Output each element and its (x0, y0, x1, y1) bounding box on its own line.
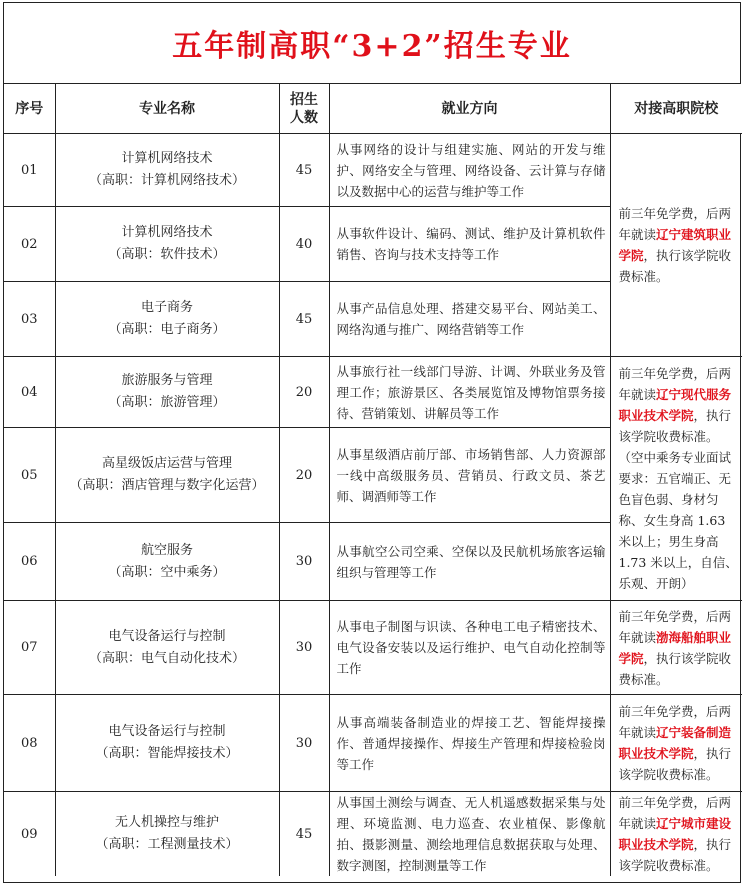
school-post: ，执行该学院收费标准。 (618, 408, 732, 444)
school-pre: 前三年免学费，后两年就读 (618, 704, 732, 740)
table-header-row (4, 84, 742, 134)
major-name: 电子商务 (140, 300, 193, 315)
major-sub: （高职：旅游管理） (108, 395, 226, 410)
school-note: （空中乘务专业面试要求：五官端正、无色盲色弱、身材匀称、女生身高 1.63 米以上；男生身高 1.73 米以上，自信、乐观、开朗） (618, 450, 738, 591)
row-seq: 02 (4, 207, 55, 282)
major-name: 计算机网络技术 (121, 151, 213, 166)
major-name: 旅游服务与管理 (121, 373, 213, 388)
major-name: 航空服务 (140, 542, 193, 558)
row-major (55, 357, 279, 428)
table-row (4, 601, 742, 695)
school-pre: 前三年免学费，后两年就读 (618, 795, 732, 831)
row-count: 45 (279, 282, 329, 357)
school-cell-5 (610, 792, 742, 877)
row-seq: 09 (4, 792, 55, 877)
row-direction: 从事国土测绘与调查、无人机遥感数据采集与处理、环境监测、电力巡查、农业植保、影像航拍、摄影测量、测绘地理信息数据获取与处理、数字测图，控制测量等工作 (329, 792, 610, 877)
major-sub: （高职：酒店管理与数字化运营） (69, 478, 265, 493)
major-name: 高星级饭店运营与管理 (101, 456, 232, 471)
row-count: 45 (279, 134, 329, 207)
row-major (55, 134, 279, 207)
school-cell-2 (610, 357, 742, 601)
major-sub: （高职：工程测量技术） (95, 837, 239, 852)
row-count: 30 (279, 523, 329, 601)
row-direction: 从事高端装备制造业的焊接工艺、智能焊接操作、普通焊接操作、焊接生产管理和焊接检验岗等工作 (329, 695, 610, 792)
school-post: ，执行该学院收费标准。 (618, 837, 732, 873)
major-sub: （高职：计算机网络技术） (88, 173, 245, 188)
major-sub: （高职：软件技术） (108, 247, 226, 262)
school-post: ，执行该学院收费标准。 (618, 650, 732, 687)
row-count: 45 (279, 792, 329, 877)
major-sub: （高职：电子商务） (108, 322, 226, 337)
row-count: 40 (279, 207, 329, 282)
table-row (4, 134, 742, 207)
row-direction: 从事航空公司空乘、空保以及民航机场旅客运输组织与管理等工作 (329, 523, 610, 601)
school-pre: 前三年免学费，后两年就读 (618, 206, 732, 242)
major-sub: （高职：空中乘务） (108, 564, 226, 580)
header-count (279, 84, 329, 134)
page-title-text: 五年制高职“3+2”招生专业 (172, 29, 572, 64)
school-post: ，执行该学院收费标准。 (618, 746, 732, 782)
row-direction: 从事产品信息处理、搭建交易平台、网站美工、网络沟通与推广、网络营销等工作 (329, 282, 610, 357)
row-seq: 03 (4, 282, 55, 357)
table-row (4, 695, 742, 792)
row-major (55, 523, 279, 601)
school-name: 辽宁装备制造职业技术学院 (618, 725, 732, 761)
row-count: 20 (279, 428, 329, 523)
row-count: 30 (279, 695, 329, 792)
row-major (55, 792, 279, 877)
header-seq: 序号 (4, 84, 55, 134)
table-row (4, 357, 742, 428)
page-title (4, 3, 740, 84)
row-seq: 04 (4, 357, 55, 428)
school-cell-3 (610, 601, 742, 695)
row-count: 20 (279, 357, 329, 428)
school-pre: 前三年免学费，后两年就读 (618, 608, 732, 645)
row-direction: 从事旅行社一线部门导游、计调、外联业务及管理工作；旅游景区、各类展览馆及博物馆票务接待、营销策划、讲解员等工作 (329, 357, 610, 428)
row-direction: 从事网络的设计与组建实施、网站的开发与维护、网络安全与管理、网络设备、云计算与存储以及数据中心的运营与维护等工作 (329, 134, 610, 207)
major-name: 电气设备运行与控制 (108, 724, 226, 739)
header-school: 对接高职院校 (610, 84, 742, 134)
school-name: 渤海船舶职业学院 (618, 629, 732, 666)
school-pre: 前三年免学费，后两年就读 (618, 366, 732, 402)
row-seq: 05 (4, 428, 55, 523)
table-row (4, 792, 742, 877)
major-sub: （高职：电气自动化技术） (88, 650, 245, 666)
major-name: 电气设备运行与控制 (108, 628, 226, 644)
school-name: 辽宁现代服务职业技术学院 (618, 387, 732, 423)
school-cell-1 (610, 134, 742, 357)
enrollment-sheet (3, 2, 741, 883)
majors-table (4, 84, 742, 876)
row-direction: 从事软件设计、编码、测试、维护及计算机软件销售、咨询与技术支持等工作 (329, 207, 610, 282)
row-major (55, 282, 279, 357)
header-major: 专业名称 (55, 84, 279, 134)
school-name: 辽宁建筑职业学院 (618, 227, 732, 263)
row-major (55, 601, 279, 695)
row-major (55, 428, 279, 523)
row-seq: 07 (4, 601, 55, 695)
row-count: 30 (279, 601, 329, 695)
row-seq: 06 (4, 523, 55, 601)
row-major (55, 695, 279, 792)
school-name: 辽宁城市建设职业技术学院 (618, 816, 732, 852)
row-seq: 08 (4, 695, 55, 792)
header-count-line1: 招生 (290, 91, 318, 108)
major-name: 无人机操控与维护 (114, 815, 219, 830)
row-direction: 从事电子制图与识读、各种电工电子精密技术、电气设备安装以及运行维护、电气自动化控制等工作 (329, 601, 610, 695)
school-post: ，执行该学院收费标准。 (618, 248, 732, 284)
major-sub: （高职：智能焊接技术） (95, 746, 239, 761)
header-count-line2: 人数 (290, 109, 318, 126)
header-direction: 就业方向 (329, 84, 610, 134)
row-direction: 从事星级酒店前厅部、市场销售部、人力资源部一线中高级服务员、营销员、行政文员、茶艺师、调酒师等工作 (329, 428, 610, 523)
school-cell-4 (610, 695, 742, 792)
row-seq: 01 (4, 134, 55, 207)
major-name: 计算机网络技术 (121, 225, 213, 240)
row-major (55, 207, 279, 282)
